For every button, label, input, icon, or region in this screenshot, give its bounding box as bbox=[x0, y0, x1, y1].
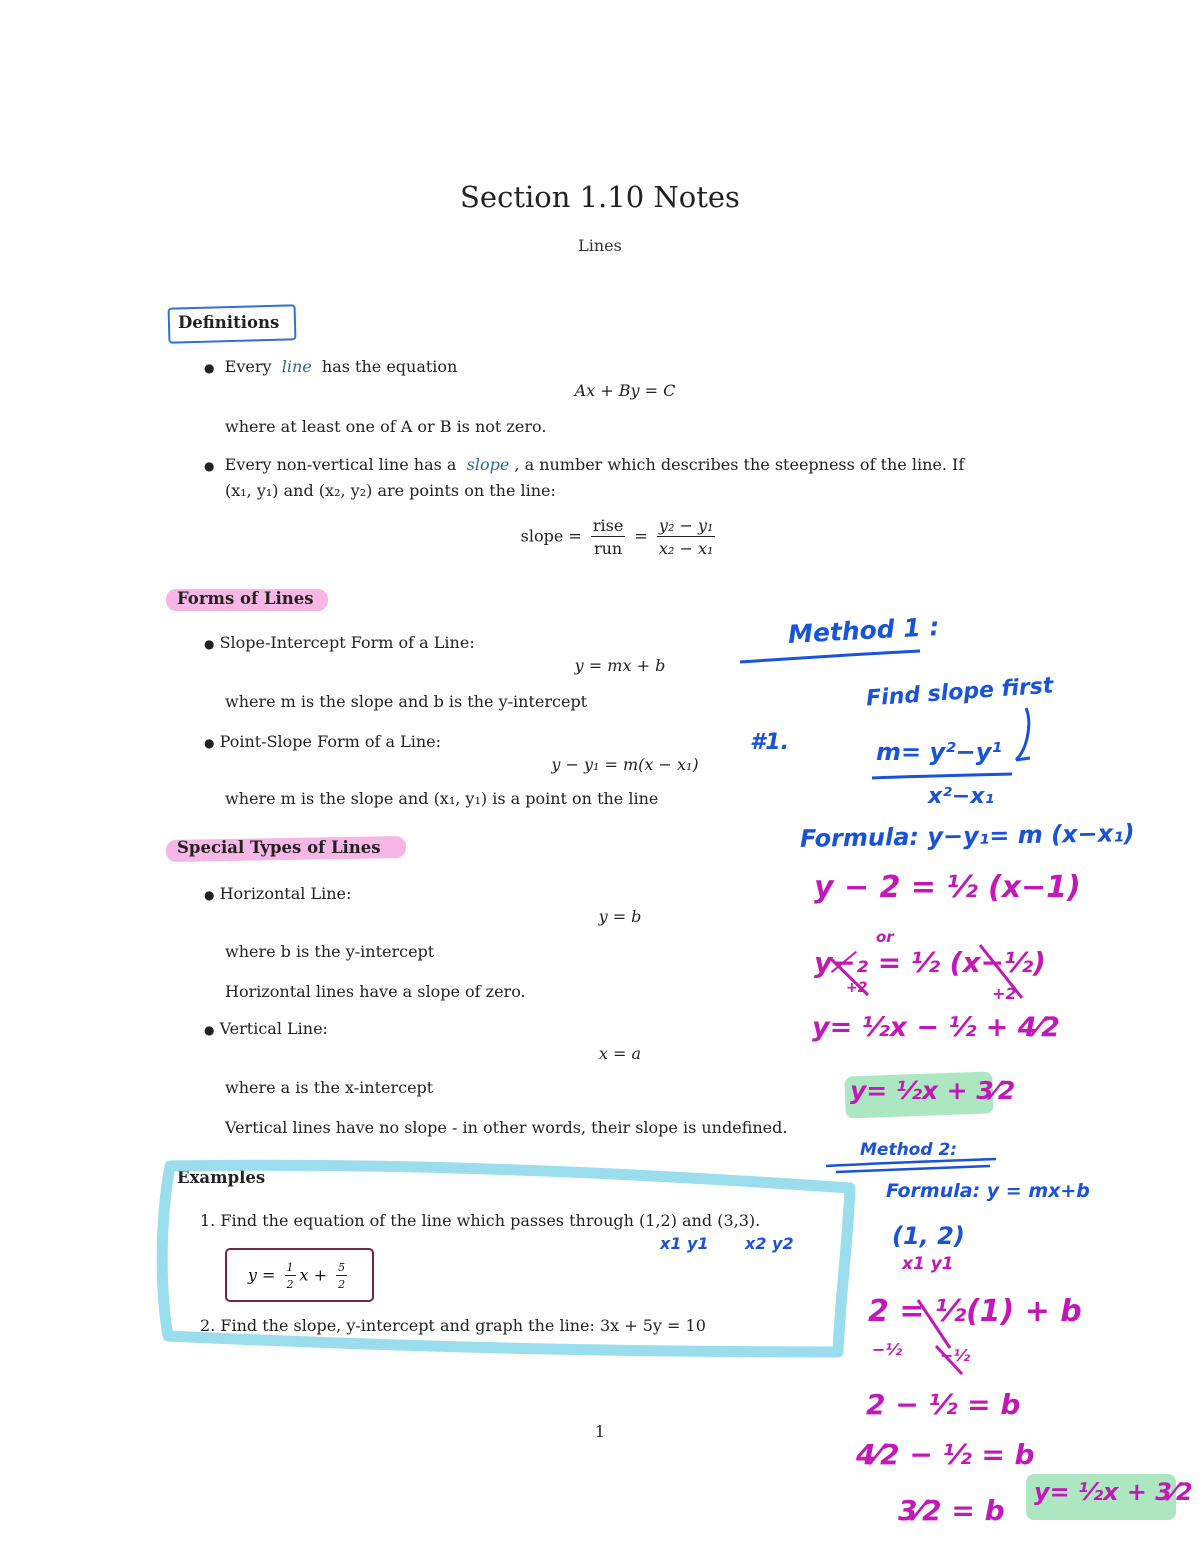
vertical-equation: x = a bbox=[598, 1044, 642, 1063]
example-1-answer: y = $\frac{1}{2}$ x + $\frac{5}{2}$ bbox=[247, 1261, 346, 1291]
hw-step4: 2 = ½(1) + b bbox=[868, 1294, 1082, 1329]
hw-labels-ex1a: x1 y1 bbox=[660, 1234, 709, 1253]
hw-result1: y= ½x + 3⁄2 bbox=[850, 1076, 1016, 1105]
point-slope-note: where m is the slope and (x₁, y₁) is a point on the line bbox=[225, 789, 659, 808]
hw-method1: Method 1 : bbox=[787, 612, 941, 649]
hw-step4-neg: −½ bbox=[872, 1340, 902, 1359]
page-title: Section 1.10 Notes bbox=[460, 180, 740, 214]
horizontal-equation: y = b bbox=[598, 907, 642, 926]
vertical-note2: Vertical lines have no slope - in other words, their slope is undefined. bbox=[225, 1118, 788, 1137]
slope-intercept-equation: y = mx + b bbox=[574, 656, 666, 675]
example-2: 2. Find the slope, y-intercept and graph the line: 3x + 5y = 10 bbox=[200, 1316, 706, 1335]
hw-m-den: x²−x₁ bbox=[928, 784, 995, 809]
point-slope-equation: y − y₁ = m(x − x₁) bbox=[551, 755, 699, 774]
method2-underline-1 bbox=[826, 1159, 996, 1166]
arrow-curl bbox=[1016, 708, 1030, 760]
slope-intercept-note: where m is the slope and b is the y-intercept bbox=[225, 692, 588, 711]
special-vertical: ● Vertical Line: bbox=[204, 1019, 328, 1038]
examples-cyan-box bbox=[162, 1165, 850, 1352]
fraction-bar-m bbox=[872, 774, 1012, 778]
standard-form-equation: Ax + By = C bbox=[574, 381, 676, 400]
hw-or: or bbox=[876, 928, 894, 946]
hw-result2: y= ½x + 3⁄2 bbox=[1034, 1478, 1193, 1506]
def-item-line: ● Every line has the equation bbox=[204, 357, 458, 376]
def-item-line-note: where at least one of A or B is not zero. bbox=[225, 417, 547, 436]
hw-m-eq: m= y²−y¹ bbox=[876, 738, 1002, 766]
examples-heading: Examples bbox=[177, 1168, 266, 1187]
keyword-slope: slope bbox=[466, 455, 510, 474]
hw-point-labels: x1 y1 bbox=[902, 1254, 954, 1274]
special-horizontal: ● Horizontal Line: bbox=[204, 884, 352, 903]
keyword-line: line bbox=[281, 357, 312, 376]
hw-step5: 2 − ½ = b bbox=[866, 1388, 1021, 1421]
hw-point: (1, 2) bbox=[892, 1222, 965, 1250]
hw-find-slope: Find slope first bbox=[865, 673, 1055, 712]
def-item-slope-line2: (x₁, y₁) and (x₂, y₂) are points on the line: bbox=[225, 481, 556, 500]
form-point-slope: ● Point-Slope Form of a Line: bbox=[204, 732, 442, 751]
vertical-note1: where a is the x-intercept bbox=[225, 1078, 434, 1097]
def-item-slope: ● Every non-vertical line has a slope , a number which describes the steepness of the line. If bbox=[204, 455, 965, 474]
special-heading: Special Types of Lines bbox=[177, 838, 381, 857]
hw-step4-neg2: −½ bbox=[940, 1346, 970, 1365]
hw-step2b: +2 bbox=[992, 984, 1017, 1003]
forms-heading: Forms of Lines bbox=[177, 589, 314, 608]
hw-step2a: +2 bbox=[846, 980, 868, 996]
hw-step7: 3⁄2 = b bbox=[898, 1494, 1005, 1527]
horizontal-note1: where b is the y-intercept bbox=[225, 942, 435, 961]
hw-formula1: Formula: y−y₁= m (x−x₁) bbox=[799, 819, 1135, 853]
example-1: 1. Find the equation of the line which passes through (1,2) and (3,3). bbox=[200, 1211, 761, 1230]
hw-step2: y−̸₂ = ½ (x−½) bbox=[814, 946, 1046, 979]
hw-formula2: Formula: y = mx+b bbox=[886, 1180, 1090, 1202]
horizontal-note2: Horizontal lines have a slope of zero. bbox=[225, 982, 526, 1001]
page-subtitle: Lines bbox=[578, 236, 622, 255]
hw-labels-ex1b: x2 y2 bbox=[745, 1234, 794, 1253]
form-slope-intercept: ● Slope-Intercept Form of a Line: bbox=[204, 633, 475, 652]
page-number: 1 bbox=[594, 1422, 606, 1441]
hw-step6: 4⁄2 − ½ = b bbox=[856, 1438, 1035, 1471]
hw-num1: #1. bbox=[750, 730, 789, 755]
definitions-heading: Definitions bbox=[178, 313, 280, 332]
hw-step3: y= ½x − ½ + 4⁄2 bbox=[812, 1012, 1060, 1043]
method2-underline-2 bbox=[836, 1166, 990, 1172]
method1-underline bbox=[740, 651, 920, 662]
slope-formula: slope = $\frac{\text{rise}}{\text{run}}$ = $\frac{\text{y₂ − y₁}}{\text{x₂ − x₁}}$ bbox=[520, 516, 714, 558]
hw-step1: y − 2 = ½ (x−1) bbox=[814, 870, 1081, 905]
hw-method2: Method 2: bbox=[860, 1140, 958, 1160]
